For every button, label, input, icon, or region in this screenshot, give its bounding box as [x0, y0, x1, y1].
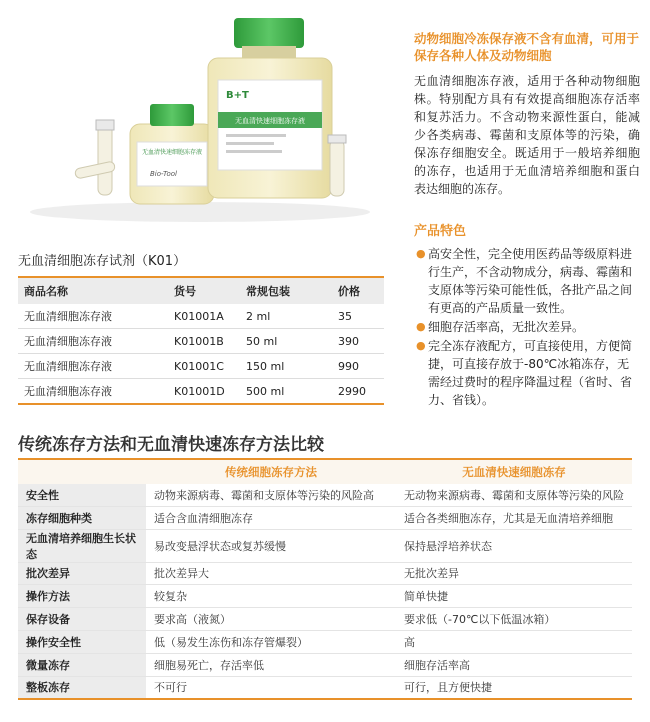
- serum-free-value: 可行，且方便快捷: [396, 676, 632, 699]
- features-title: 产品特色: [414, 224, 467, 239]
- traditional-value: 较复杂: [146, 585, 396, 608]
- product-name: 无血清细胞冻存液: [18, 304, 168, 329]
- table-row: [18, 585, 632, 608]
- serum-free-value: 细胞存活率高: [396, 653, 632, 676]
- catalog-number: K01001B: [168, 329, 240, 354]
- price: 390: [332, 329, 384, 354]
- serum-free-value: 无动物来源病毒、霉菌和支原体等污染的风险: [396, 484, 632, 506]
- serum-free-value: 保持悬浮培养状态: [396, 529, 632, 562]
- feature-item: ● 高安全性，完全使用医药品等级原料进行生产，不含动物成分，病毒、霉菌和支原体等污染可能性低，各批产品之间有更高的产品质量一致性。: [416, 247, 633, 315]
- product-name: 无血清细胞冻存液: [18, 329, 168, 354]
- table-row: [18, 529, 632, 562]
- traditional-value: 动物来源病毒、霉菌和支原体等污染的风险高: [146, 484, 396, 506]
- table-header-row: [18, 277, 384, 304]
- product-table-title: 无血清细胞冻存试剂（K01）: [18, 254, 187, 269]
- package-size: 2 ml: [240, 304, 332, 329]
- table-row: [18, 506, 632, 529]
- table-row: [18, 630, 632, 653]
- serum-free-value: 要求低（-70℃以下低温冰箱）: [396, 608, 632, 631]
- bottle-label: 无血清快速细胞冻存液: [141, 149, 203, 156]
- row-label: 操作安全性: [18, 630, 146, 653]
- package-size: 500 ml: [240, 379, 332, 405]
- large-bottle: [208, 18, 332, 198]
- bottle-label: 无血清快速细胞冻存液: [235, 117, 305, 125]
- traditional-value: 不可行: [146, 676, 396, 699]
- feature-item: ● 完全冻存液配方，可直接使用，方便简捷，可直接存放于-80℃冰箱冻存，无需经过费时的程序降温过程（省时、省力、省钱）。: [416, 339, 633, 407]
- serum-free-value: 无批次差异: [396, 562, 632, 585]
- table-row: [18, 304, 384, 329]
- row-label: 无血清培养细胞生长状态: [18, 529, 146, 562]
- features-list: [414, 245, 640, 409]
- traditional-value: 批次差异大: [146, 562, 396, 585]
- product-name: 无血清细胞冻存液: [18, 354, 168, 379]
- price: 35: [332, 304, 384, 329]
- header-cell: 传统细胞冻存方法: [146, 459, 396, 484]
- row-label: 批次差异: [18, 562, 146, 585]
- bullet-icon: ●: [416, 247, 426, 260]
- table-row: [18, 329, 384, 354]
- traditional-value: 低（易发生冻伤和冻存管爆裂）: [146, 630, 396, 653]
- serum-free-value: 适合各类细胞冻存，尤其是无血清培养细胞: [396, 506, 632, 529]
- traditional-value: 要求高（液氮）: [146, 608, 396, 631]
- header-cell: 无血清快速细胞冻存: [396, 459, 632, 484]
- traditional-value: 易改变悬浮状态或复苏缓慢: [146, 529, 396, 562]
- product-photo: [0, 0, 400, 232]
- catalog-number: K01001A: [168, 304, 240, 329]
- row-label: 微量冻存: [18, 653, 146, 676]
- price: 2990: [332, 379, 384, 405]
- bullet-icon: ●: [416, 320, 426, 333]
- price: 990: [332, 354, 384, 379]
- row-label: 安全性: [18, 484, 146, 506]
- traditional-value: 适合含血清细胞冻存: [146, 506, 396, 529]
- table-row: [18, 676, 632, 699]
- row-label: 冻存细胞种类: [18, 506, 146, 529]
- brand-text: Bio-Tool: [150, 170, 177, 178]
- header-cell: 常规包装: [240, 277, 332, 304]
- header-cell: 货号: [168, 277, 240, 304]
- intro-text: 无血清细胞冻存液，适用于各种动物细胞株。特别配方具有有效提高细胞冻存活率和复苏活力。不含动物来源性蛋白，能减少各类病毒、霉菌和支原体等的污染，确保冻存细胞安全。既适用于一般培养细胞的冻存，也适用于无血清培养细胞和蛋白表达细胞的冻存。: [414, 74, 640, 196]
- table-row: [18, 562, 632, 585]
- package-size: 50 ml: [240, 329, 332, 354]
- description-panel: [414, 30, 640, 410]
- package-size: 150 ml: [240, 354, 332, 379]
- table-row: [18, 608, 632, 631]
- small-bottle: [130, 104, 214, 204]
- brand-logo: B+T: [226, 90, 249, 101]
- header-cell: 商品名称: [18, 277, 168, 304]
- catalog-number: K01001C: [168, 354, 240, 379]
- feature-item: ● 细胞存活率高，无批次差异。: [416, 320, 585, 334]
- tube-icon: [328, 135, 346, 196]
- table-row: [18, 484, 632, 506]
- comparison-table: [18, 458, 632, 700]
- traditional-value: 细胞易死亡，存活率低: [146, 653, 396, 676]
- comparison-title: 传统冻存方法和无血清快速冻存方法比较: [18, 435, 324, 455]
- product-name: 无血清细胞冻存液: [18, 379, 168, 405]
- product-table: [18, 276, 384, 405]
- table-row: [18, 354, 384, 379]
- tube-icon: [96, 120, 114, 195]
- bullet-icon: ●: [416, 339, 426, 352]
- table-header-row: [18, 459, 632, 484]
- header-cell: 价格: [332, 277, 384, 304]
- headline: 动物细胞冷冻保存液不含有血清，可用于保存各种人体及动物细胞: [414, 31, 640, 63]
- catalog-number: K01001D: [168, 379, 240, 405]
- serum-free-value: 简单快捷: [396, 585, 632, 608]
- row-label: 操作方法: [18, 585, 146, 608]
- serum-free-value: 高: [396, 630, 632, 653]
- row-label: 整板冻存: [18, 676, 146, 699]
- header-cell: [18, 459, 146, 484]
- table-row: [18, 653, 632, 676]
- row-label: 保存设备: [18, 608, 146, 631]
- table-row: [18, 379, 384, 405]
